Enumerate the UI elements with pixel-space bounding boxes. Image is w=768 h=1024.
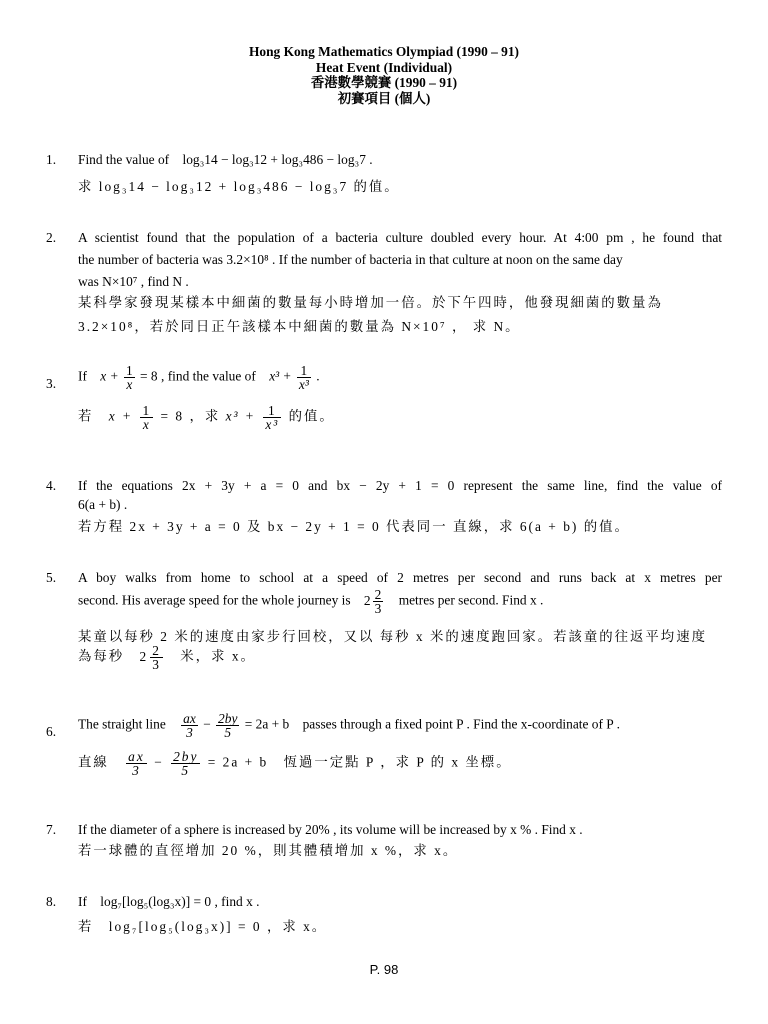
question-number: 4. [46, 478, 57, 493]
math-expression: log₃14 − log₃12 + log₃486 − log₃7 [98, 179, 349, 194]
mixed-number: 2 $\frac{2}{3}$ [139, 643, 161, 672]
math-expression: log₇[log₅(log₃x)] = 0 [100, 894, 212, 909]
question-text-en: If x + $\frac{1}{x}$ = 8 , find the value of x³ + $\frac{1}{\text{x³}}$ . [78, 363, 320, 392]
question-text-en: The straight line $\frac{ax}{3}$ − $\frac{2by}{5}$ = 2a + b passes through a fixed point P . Find the x-coordinate of P . [78, 711, 620, 740]
question-number: 8. [46, 894, 57, 909]
question-number: 3. [46, 376, 57, 391]
fraction: $\frac{ax}{3}$ [183, 711, 196, 740]
question-text-en-line: was N×10⁷ , find N . [78, 274, 189, 289]
question-text-cn: 若 x + $\frac{1}{x}$ = 8 ，求 x³ + $\frac{1}{\text{x³}}$ 的值。 [78, 403, 335, 432]
question-text-cn: 若方程 2x + 3y + a = 0 及 bx − 2y + 1 = 0 代表同一 直線，求 6(a + b) 的值。 [78, 519, 630, 534]
question-text-cn-line: 某科學家發現某樣本中細菌的數量每小時增加一倍。於下午四時，他發現細菌的數量為 [78, 295, 663, 310]
question-text-en: Find the value of log₃14 − log₃12 + log₃486 − log₃7 . [78, 152, 373, 167]
question-text-en-line: A scientist found that the population of a bacteria culture doubled every hour. At 4:00 pm , he found that [78, 230, 722, 245]
page-number: P. 98 [369, 962, 399, 977]
question-text-cn: 直線 $\frac{ax}{3}$ − $\frac{2by}{5}$ = 2a + b 恆過一定點 P ，求 P 的 x 坐標。 [78, 749, 512, 778]
event-cn: 初賽項目 (個人) [337, 90, 431, 106]
question-number: 1. [46, 152, 57, 167]
question-text-cn: 若 log₇[log₅(log₃x)] = 0 ，求 x。 [78, 919, 328, 934]
question-text-cn: 若一球體的直徑增加 20 %，則其體積增加 x %，求 x。 [78, 843, 459, 858]
question-text-en-line: second. His average speed for the whole journey is 2 $\frac{2}{3}$ metres per second. Find x . [78, 587, 544, 616]
fraction: $\frac{1}{\text{x³}}$ [265, 403, 280, 432]
question-text-en-line: A boy walks from home to school at a speed of 2 metres per second and runs back at x metres per [78, 570, 722, 585]
fraction: $\frac{1}{x}$ [125, 363, 133, 392]
mixed-number: 2 $\frac{2}{3}$ [363, 587, 382, 616]
fraction: $\frac{2by}{5}$ [218, 711, 238, 740]
question-number: 5. [46, 570, 57, 585]
fraction: $\frac{ax}{3}$ [128, 749, 145, 778]
fraction: $\frac{2by}{5}$ [173, 749, 199, 778]
question-text-cn-line: 某童以每秒 2 米的速度由家步行回校，又以 每秒 x 米的速度跑回家。若該童的往返平均速度 [78, 629, 707, 644]
fraction: $\frac{1}{x}$ [142, 403, 152, 432]
math-expression: log₃14 − log₃12 + log₃486 − log₃7 [182, 152, 366, 167]
question-text-cn-line: 3.2×10⁸，若於同日正午該樣本中細菌的數量為 N×10⁷ ， 求 N。 [78, 319, 521, 334]
page-header [0, 44, 768, 106]
question-text-cn: 求 log₃14 − log₃12 + log₃486 − log₃7 的值。 [78, 179, 400, 194]
question-text-en: If log₇[log₅(log₃x)] = 0 , find x . [78, 894, 260, 909]
event-en: Heat Event (Individual) [315, 59, 453, 75]
question-text-en: If the diameter of a sphere is increased by 20% , its volume will be increased by x % . Find x . [78, 822, 583, 837]
question-number: 2. [46, 230, 57, 245]
title-cn: 香港數學競賽 (1990 – 91) [310, 75, 458, 91]
question-text-en-line: 6(a + b) . [78, 497, 128, 512]
fraction: $\frac{1}{\text{x³}}$ [298, 363, 309, 392]
question-text-en-line: If the equations 2x + 3y + a = 0 and bx − 2y + 1 = 0 represent the same line, find the value of [78, 478, 722, 493]
title-en: Hong Kong Mathematics Olympiad (1990 – 91) [248, 44, 520, 59]
question-number: 6. [46, 724, 57, 739]
question-text-cn-line: 為每秒 2 $\frac{2}{3}$ 米，求 x。 [78, 643, 256, 672]
question-number: 7. [46, 822, 57, 837]
question-text-en-line: the number of bacteria was 3.2×10⁸ . If the number of bacteria in that culture at noon on the same day [78, 252, 623, 267]
math-expression: log₇[log₅(log₃x)] = 0 [108, 919, 262, 934]
